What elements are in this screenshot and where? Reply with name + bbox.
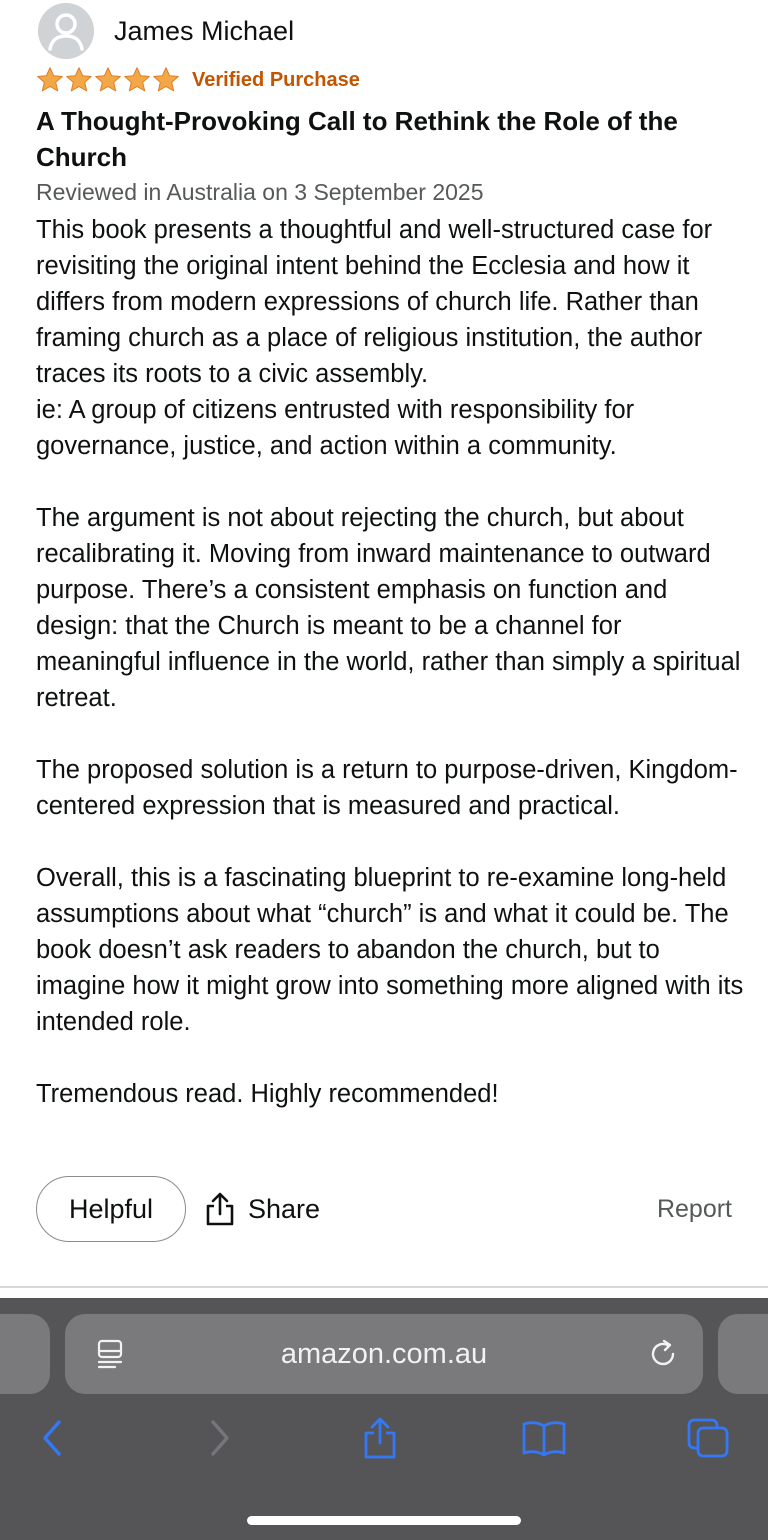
- share-label: Share: [248, 1193, 321, 1224]
- review-title: A Thought-Provoking Call to Rethink the Role of the Church: [36, 106, 678, 172]
- user-silhouette-icon: [38, 3, 94, 59]
- review-actions: [36, 1174, 732, 1244]
- reader-icon[interactable]: [95, 1338, 127, 1370]
- star-icon: [36, 66, 64, 94]
- forward-button[interactable]: [196, 1414, 244, 1462]
- rating-row: [36, 66, 360, 94]
- review-paragraph: This book presents a thoughtful and well-structured case for revisiting the original intent behind the Ecclesia and how it differs from modern expressions of church life. Rather than framing church as a place of religious institution, the author traces its roots to a civic assembly. ie: A group of citizens entrusted with responsibility for governance, justice, and action within a community.: [36, 216, 713, 460]
- review-paragraph: The proposed solution is a return to purpose-driven, Kingdom-centered expression that is measured and practical.: [36, 756, 738, 820]
- reload-icon[interactable]: [647, 1338, 679, 1370]
- star-icon: [65, 66, 93, 94]
- divider: [0, 1286, 768, 1288]
- browser-toolbar: [0, 1414, 768, 1464]
- share-icon: [361, 1417, 399, 1459]
- bookmarks-button[interactable]: [520, 1414, 568, 1462]
- browser-chrome: [0, 1298, 768, 1540]
- share-page-button[interactable]: [356, 1414, 404, 1462]
- url-text[interactable]: amazon.com.au: [280, 1337, 488, 1370]
- reviewer-row: [38, 3, 294, 59]
- star-icon: [123, 66, 151, 94]
- review-paragraph: Tremendous read. Highly recommended!: [36, 1080, 499, 1108]
- star-icon: [152, 66, 180, 94]
- review-paragraph: The argument is not about rejecting the church, but about recalibrating it. Moving from inward maintenance to outward purpose. There’s a consistent emphasis on function and design: that the Church is meant to be a channel for meaningful influence in the world, rather than simply a spiritual retreat.: [36, 504, 741, 712]
- star-icon: [94, 66, 122, 94]
- address-bar[interactable]: [65, 1314, 703, 1394]
- review-meta: Reviewed in Australia on 3 September 2025: [36, 179, 484, 205]
- back-button[interactable]: [28, 1414, 76, 1462]
- share-button[interactable]: [204, 1192, 320, 1226]
- next-tab-peek[interactable]: [718, 1314, 768, 1394]
- verified-purchase-badge: Verified Purchase: [192, 68, 360, 91]
- review-paragraph: Overall, this is a fascinating blueprint to re-examine long-held assumptions about what “church” is and what it could be. The book doesn’t ask readers to abandon the church, but to imagine how it might grow into something more aligned with its intended role.: [36, 864, 744, 1036]
- helpful-button[interactable]: Helpful: [36, 1176, 186, 1242]
- previous-tab-peek[interactable]: [0, 1314, 50, 1394]
- report-link[interactable]: Report: [656, 1194, 732, 1223]
- tabs-button[interactable]: [684, 1414, 732, 1462]
- review-body: [36, 212, 746, 1112]
- reviewer-name[interactable]: James Michael: [114, 15, 295, 46]
- avatar: [38, 3, 94, 59]
- share-icon: [204, 1192, 236, 1226]
- home-indicator[interactable]: [247, 1516, 521, 1525]
- bookmarks-icon: [521, 1418, 567, 1458]
- tabs-icon: [686, 1417, 730, 1459]
- forward-icon: [205, 1418, 235, 1458]
- star-rating: [36, 66, 180, 94]
- back-icon: [37, 1418, 67, 1458]
